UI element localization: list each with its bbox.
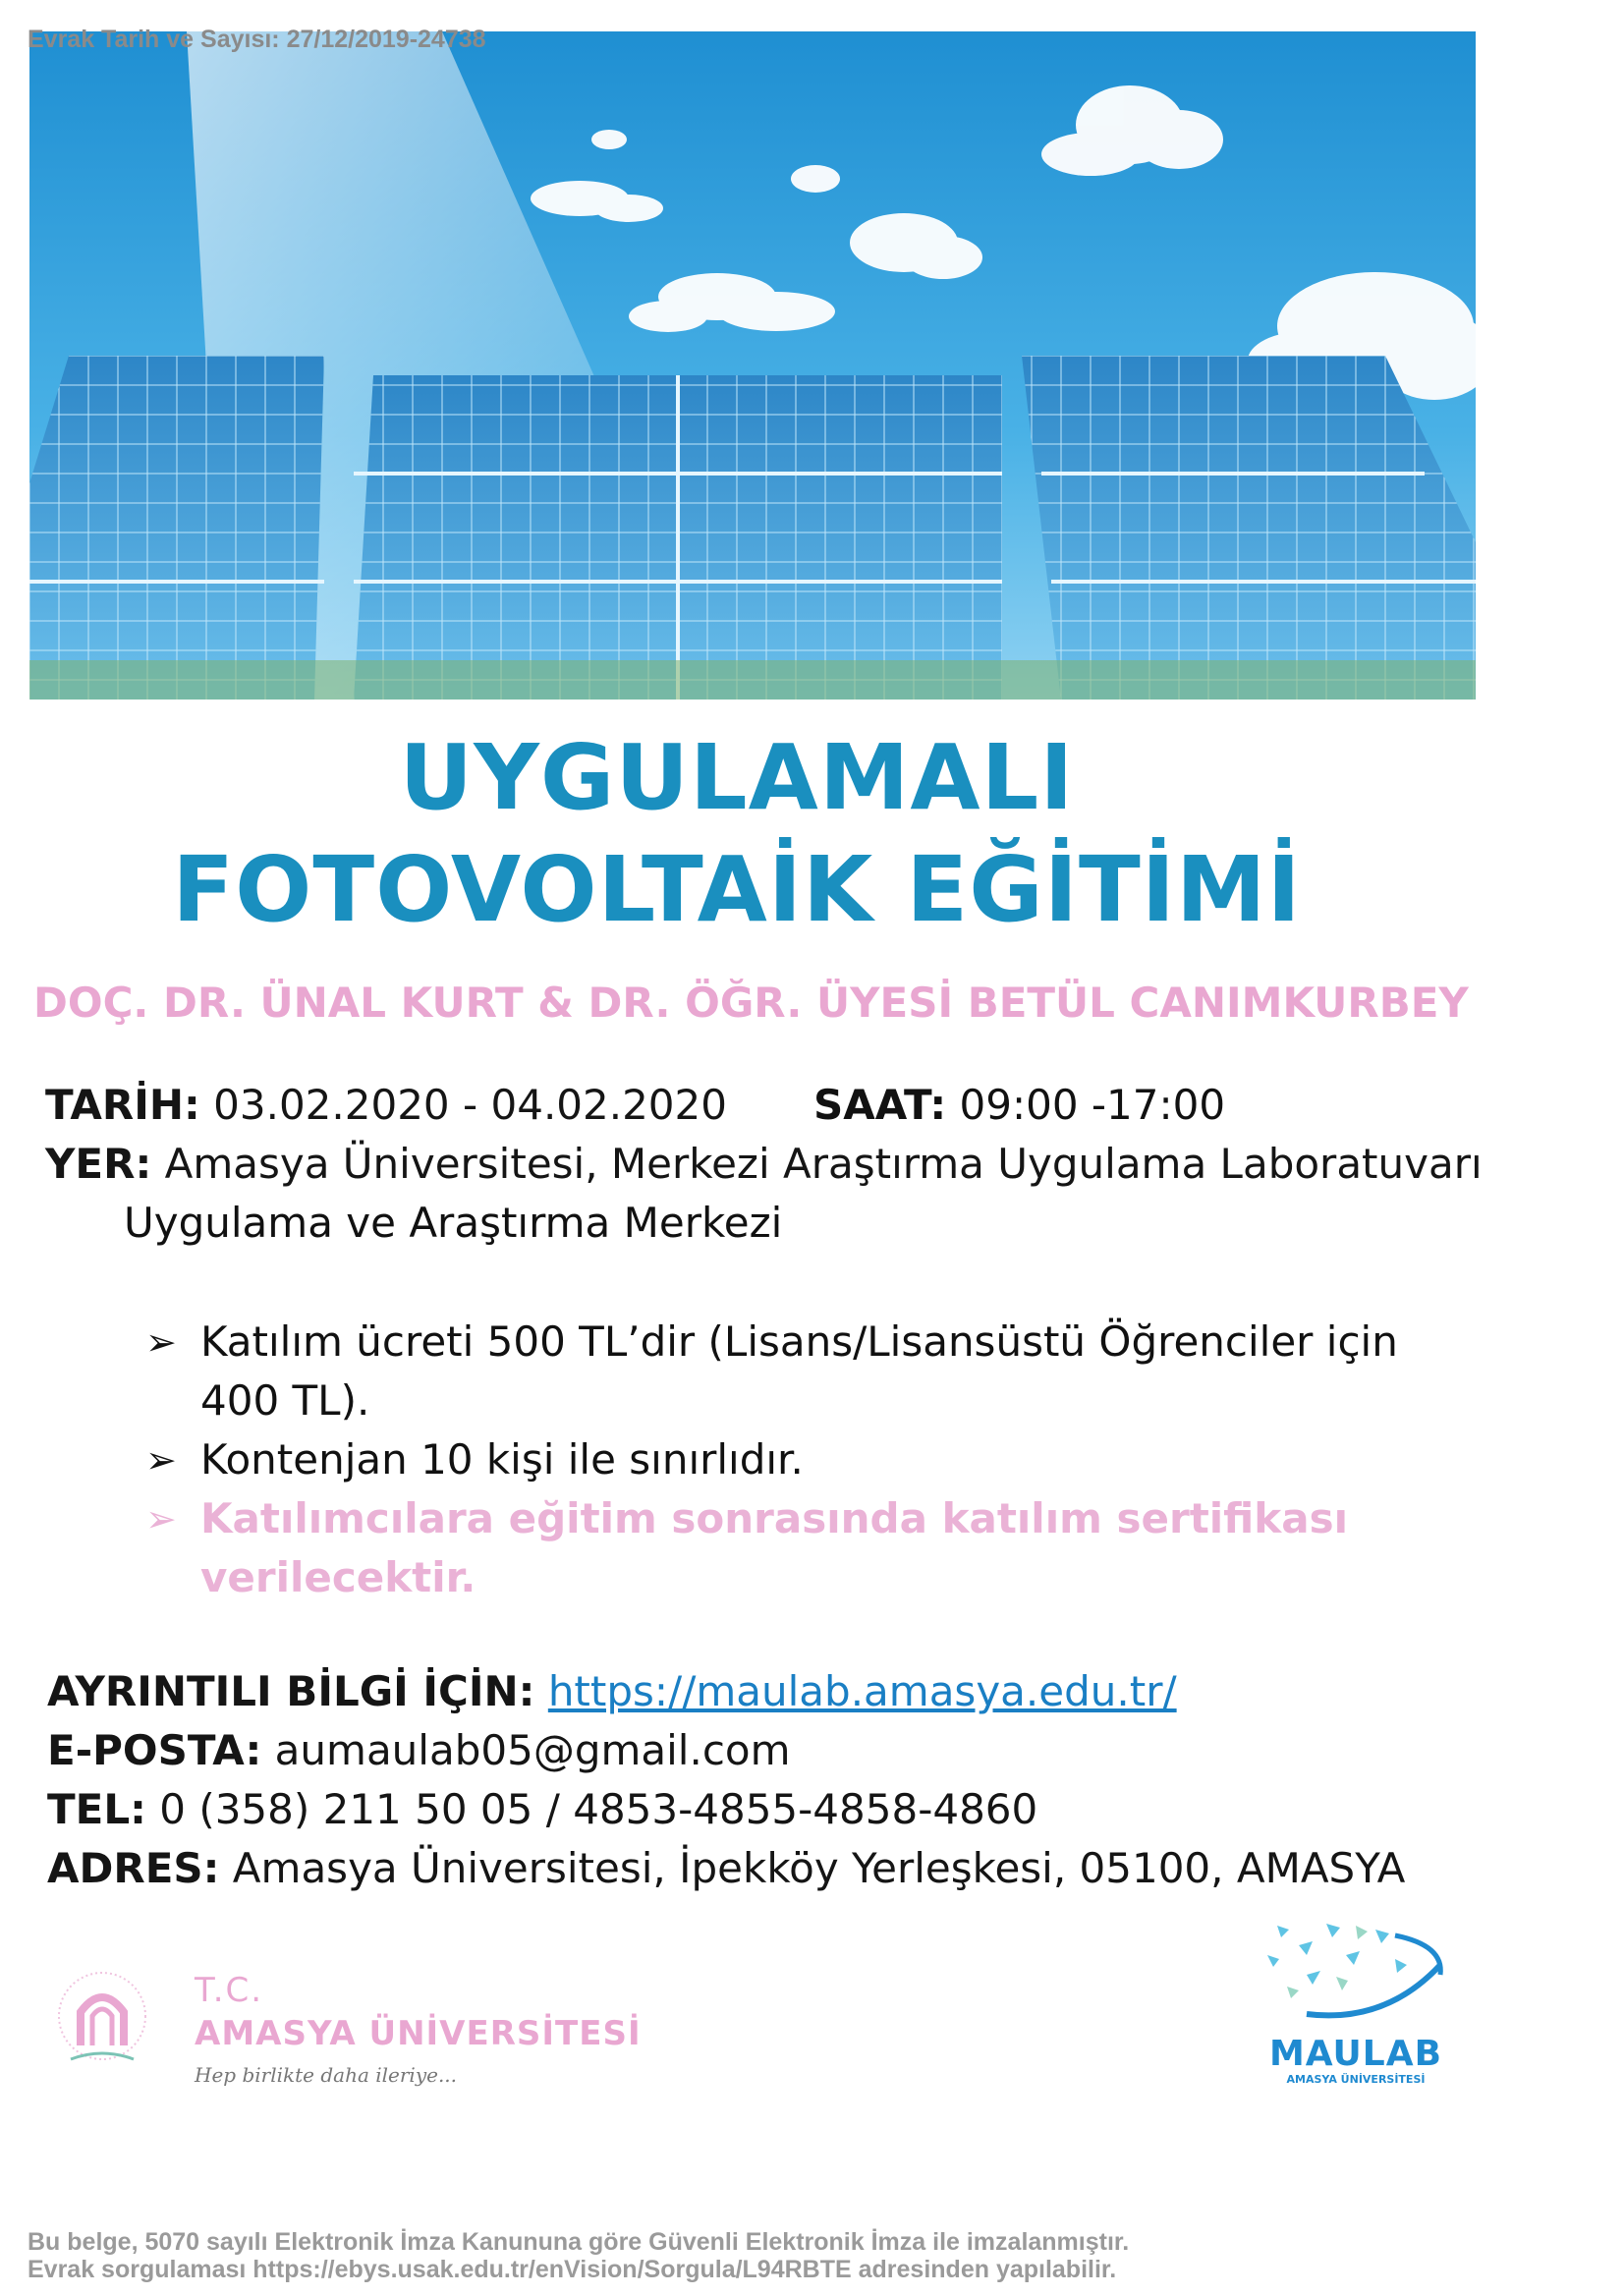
hero-solar-panel-image xyxy=(29,31,1476,700)
list-item xyxy=(145,1489,1482,1607)
email-value: aumaulab05@gmail.com xyxy=(261,1726,791,1774)
info-link[interactable]: https://maulab.amasya.edu.tr/ xyxy=(547,1667,1177,1715)
email-label: E-POSTA: xyxy=(47,1726,262,1774)
date-label: TARİH: xyxy=(45,1081,200,1129)
title-line-1: UYGULAMALI xyxy=(399,725,1075,830)
footer-query-note: Evrak sorgulaması https://ebys.usak.edu.tr/enVision/Sorgula/L94RBTE adresinden yapılabilir. xyxy=(28,2256,1117,2283)
address-label: ADRES: xyxy=(47,1844,220,1892)
maulab-logo-icon xyxy=(1248,1916,1464,2044)
phone-row xyxy=(47,1785,1037,1833)
list-item-text: Katılım ücreti 500 TL’dir (Lisans/Lisansüstü Öğrenciler için 400 TL). xyxy=(200,1317,1398,1425)
address-row xyxy=(47,1844,1405,1892)
phone-value: 0 (358) 211 50 05 / 4853-4855-4858-4860 xyxy=(145,1785,1038,1833)
time-label: SAAT: xyxy=(813,1081,947,1129)
date-value: 03.02.2020 - 04.02.2020 xyxy=(199,1081,727,1129)
place-value: Amasya Üniversitesi, Merkezi Araştırma Uygulama Laboratuvarı xyxy=(151,1140,1483,1188)
maulab-subtitle: AMASYA ÜNİVERSİTESİ xyxy=(1286,2073,1426,2086)
arrow-bullet-icon: ➢ xyxy=(145,1320,177,1364)
document-date-number: Evrak Tarih ve Sayısı: 27/12/2019-24738 xyxy=(28,26,486,53)
phone-label: TEL: xyxy=(47,1785,146,1833)
uni-name: AMASYA ÜNİVERSİTESİ xyxy=(195,2014,642,2053)
amasya-university-logo-icon xyxy=(43,1965,171,2073)
email-row xyxy=(47,1726,791,1774)
arrow-bullet-icon: ➢ xyxy=(145,1497,177,1540)
place-value-continued: Uygulama ve Araştırma Merkezi xyxy=(124,1199,783,1247)
info-label: AYRINTILI BİLGİ İÇİN: xyxy=(47,1667,535,1715)
uni-slogan: Hep birlikte daha ileriye... xyxy=(195,2063,458,2087)
list-item xyxy=(145,1430,1482,1489)
footer-signature-note: Bu belge, 5070 sayılı Elektronik İmza Kanununa göre Güvenli Elektronik İmza ile imzalanmıştır. xyxy=(28,2228,1130,2256)
uni-tc-label: T.C. xyxy=(195,1971,264,2010)
date-row xyxy=(45,1081,727,1129)
address-value: Amasya Üniversitesi, İpekköy Yerleşkesi, 05100, AMASYA xyxy=(219,1844,1406,1892)
arrow-bullet-icon: ➢ xyxy=(145,1438,177,1482)
time-row xyxy=(813,1081,1225,1129)
maulab-name: MAULAB xyxy=(1268,2034,1443,2074)
list-item xyxy=(145,1313,1482,1430)
title-line-2: FOTOVOLTAİK EĞİTİMİ xyxy=(172,837,1302,942)
instructors: DOÇ. DR. ÜNAL KURT & DR. ÖĞR. ÜYESİ BETÜL CANIMKURBEY xyxy=(33,979,1469,1027)
list-item-text: Katılımcılara eğitim sonrasında katılım sertifikası verilecektir. xyxy=(200,1494,1348,1601)
bullet-list xyxy=(145,1313,1482,1607)
place-label: YER: xyxy=(45,1140,152,1188)
info-row xyxy=(47,1667,1177,1715)
time-value: 09:00 -17:00 xyxy=(946,1081,1226,1129)
place-row xyxy=(45,1140,1483,1188)
list-item-text: Kontenjan 10 kişi ile sınırlıdır. xyxy=(200,1435,804,1484)
